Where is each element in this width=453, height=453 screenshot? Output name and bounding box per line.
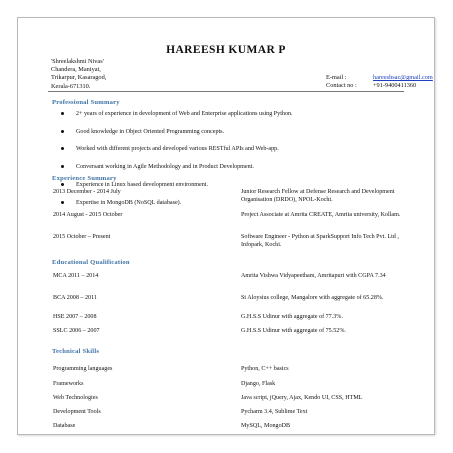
education-course: BCA 2008 – 2011 xyxy=(53,295,97,301)
list-item: Conversant working in Agile Methodology and in Product Development. xyxy=(61,164,254,170)
skill-category: Web Technologies xyxy=(53,395,98,401)
address-line: Trikarpur, Kasaragod, xyxy=(51,74,107,82)
section-title-experience: Experience Summary xyxy=(52,175,117,182)
bullet-icon xyxy=(61,112,64,115)
list-item: 2+ years of experience in development of Web and Enterprise applications using Python. xyxy=(61,111,293,117)
list-item: Worked with different projects and developed various RESTful APIs and Web-app. xyxy=(61,146,279,152)
address-block xyxy=(51,58,106,91)
education-detail: G.H.S.S Udinur with aggregate of 77.3%. xyxy=(241,314,343,320)
education-course: HSE 2007 – 2008 xyxy=(53,314,97,320)
skill-category: Database xyxy=(53,423,76,429)
contact-block xyxy=(326,74,433,90)
skill-value: Python, C++ basics xyxy=(241,366,289,372)
candidate-name: HAREESH KUMAR P xyxy=(166,44,286,56)
skill-value: MySQL, MongoDB xyxy=(241,423,291,429)
skill-category: Programming languages xyxy=(53,366,113,372)
experience-detail: Project Associate at Amrita CREATE, Amrita university, Kollam. xyxy=(241,212,401,218)
education-course: SSLC 2006 – 2007 xyxy=(53,328,100,334)
education-detail: St Aloysius college, Mangalore with aggregate of 65.28%. xyxy=(241,295,384,301)
header-divider xyxy=(48,91,404,92)
bullet-icon xyxy=(61,147,64,150)
experience-period: 2014 August - 2015 October xyxy=(53,212,123,218)
phone-line xyxy=(326,82,433,90)
email-label: E-mail : xyxy=(326,74,347,81)
section-title-summary: Professional Summary xyxy=(52,99,120,106)
bullet-icon xyxy=(61,165,64,168)
list-item: Good knowledge in Object Oriented Programming concepts. xyxy=(61,129,224,135)
experience-detail: Junior Research Fellow at Defense Research and Development Organisation (DRDO), NPOL-Kochi. xyxy=(241,189,395,204)
email-link[interactable]: hareeshsac@gmail.com xyxy=(373,74,433,81)
bullet-icon xyxy=(61,201,64,204)
education-course: MCA 2011 – 2014 xyxy=(53,273,99,279)
list-item: Expertise in MongoDB (NoSQL database). xyxy=(61,200,181,206)
skill-value: Django, Flask xyxy=(241,381,276,387)
experience-detail: Software Engineer - Python at SparkSupport Info Tech Pvt. Ltd , Infopark, Kochi. xyxy=(241,234,399,249)
skill-category: Development Tools xyxy=(53,409,101,415)
resume-page xyxy=(17,17,435,435)
section-title-skills: Technical Skills xyxy=(52,348,100,355)
education-detail: G.H.S.S Udinur with aggregate of 75.52%. xyxy=(241,328,346,334)
section-title-education: Educational Qualification xyxy=(52,259,130,266)
experience-period: 2015 October – Present xyxy=(53,234,111,240)
skill-category: Frameworks xyxy=(53,381,84,387)
email-line xyxy=(326,74,433,82)
list-item: Experience in Linux based development environment. xyxy=(61,182,208,188)
skill-value: Pycharm 3.4, Sublime Text xyxy=(241,409,308,415)
bullet-icon xyxy=(61,130,64,133)
address-line: Kerala-671310. xyxy=(51,82,91,90)
skill-value: Java script, jQuery, Ajax, Kendo UI, CSS, HTML xyxy=(241,395,363,401)
contact-number: +91-9400411360 xyxy=(373,82,417,90)
education-detail: Amrita Vishwa Vidyapeetham, Amritapuri with CGPA 7.34 xyxy=(241,273,386,279)
bullet-icon xyxy=(61,183,64,186)
contact-label: Contact no : xyxy=(326,82,357,90)
address-line: Chandera, Maniyat, xyxy=(51,66,101,74)
experience-period: 2013 December - 2014 July xyxy=(53,189,121,195)
address-line: 'Shreelakshmi Nivas' xyxy=(51,58,104,65)
